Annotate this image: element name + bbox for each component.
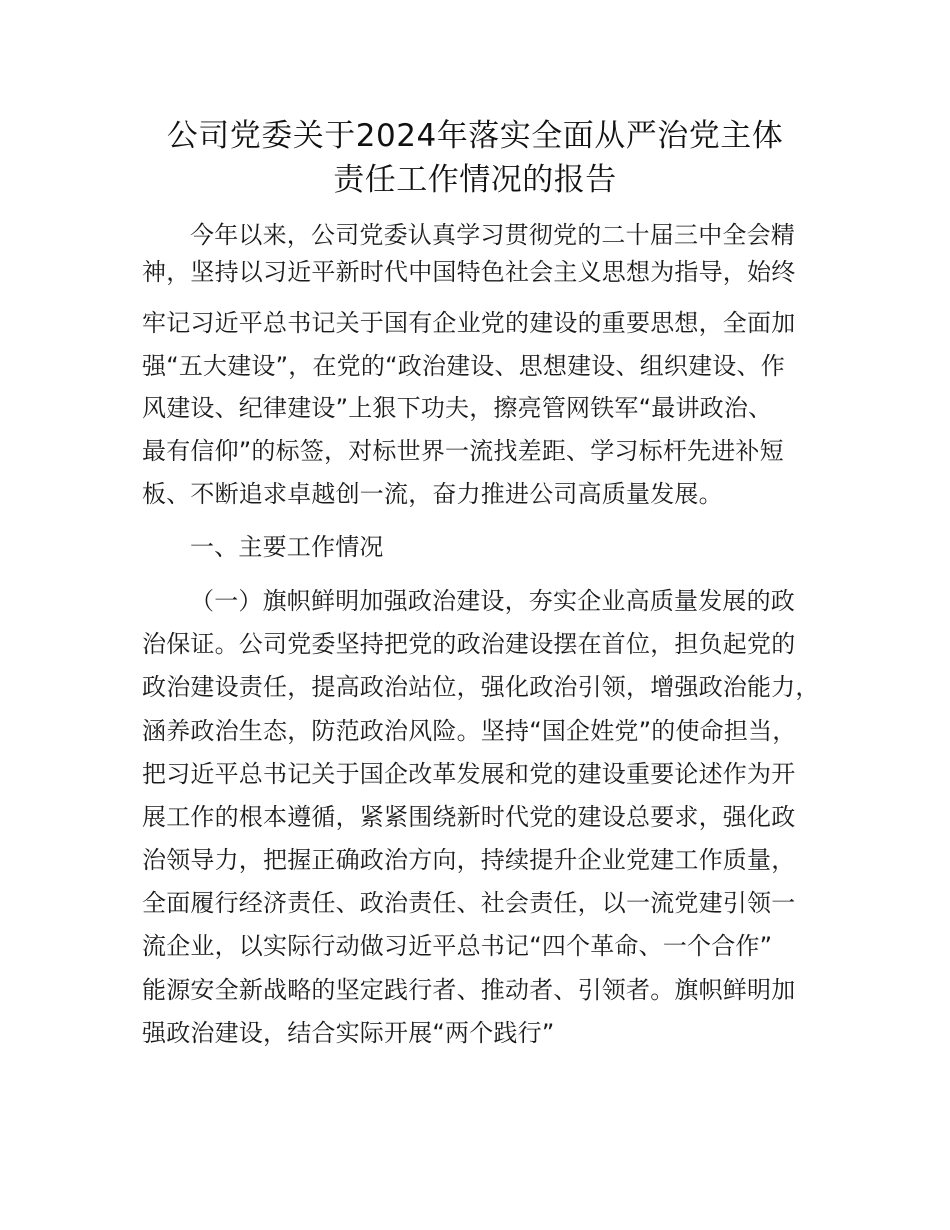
paragraph-line: 最有信仰”的标签，对标世界一流找差距、学习标杆先进补短: [142, 437, 784, 465]
paragraph-line: 全面履行经济责任、政治责任、社会责任，以一流党建引领一: [142, 889, 796, 917]
paragraph-line: 风建设、纪律建设”上狠下功夫，擦亮管网铁军“最讲政治、: [142, 394, 773, 422]
section-heading: 一、主要工作情况: [190, 533, 384, 561]
paragraph-line: 展工作的根本遵循，紧紧围绕新时代党的建设总要求，强化政: [142, 803, 796, 831]
paragraph-line: 神，坚持以习近平新时代中国特色社会主义思想为指导，始终: [142, 258, 796, 286]
document-title-line-1: 公司党委关于2024年落实全面从严治党主体: [166, 118, 784, 154]
paragraph-line: 政治建设责任，提高政治站位，强化政治引领，增强政治能力，: [142, 673, 820, 701]
paragraph-line: 能源安全新战略的坚定践行者、推动者、引领者。旗帜鲜明加: [142, 976, 796, 1004]
document-title-line-2: 责任工作情况的报告: [333, 162, 617, 198]
paragraph-line: 流企业，以实际行动做习近平总书记“四个革命、一个合作”: [142, 932, 773, 960]
paragraph-line: 强政治建设，结合实际开展“两个践行”: [142, 1019, 555, 1047]
paragraph-line: 把习近平总书记关于国企改革发展和党的建设重要论述作为开: [142, 760, 796, 788]
paragraph-line: 涵养政治生态，防范政治风险。坚持“国企姓党”的使命担当，: [142, 717, 797, 745]
paragraph-line: （一）旗帜鲜明加强政治建设，夯实企业高质量发展的政: [190, 587, 795, 615]
paragraph-line: 强“五大建设”，在党的“政治建设、思想建设、组织建设、作: [142, 352, 785, 380]
paragraph-line: 治领导力，把握正确政治方向，持续提升企业党建工作质量，: [142, 846, 796, 874]
paragraph-line: 今年以来，公司党委认真学习贯彻党的二十届三中全会精: [190, 221, 795, 249]
paragraph-line: 板、不断追求卓越创一流，奋力推进公司高质量发展。: [142, 480, 723, 508]
paragraph-line: 治保证。公司党委坚持把党的政治建设摆在首位，担负起党的: [142, 630, 796, 658]
paragraph-line: 牢记习近平总书记关于国有企业党的建设的重要思想，全面加: [142, 309, 796, 337]
